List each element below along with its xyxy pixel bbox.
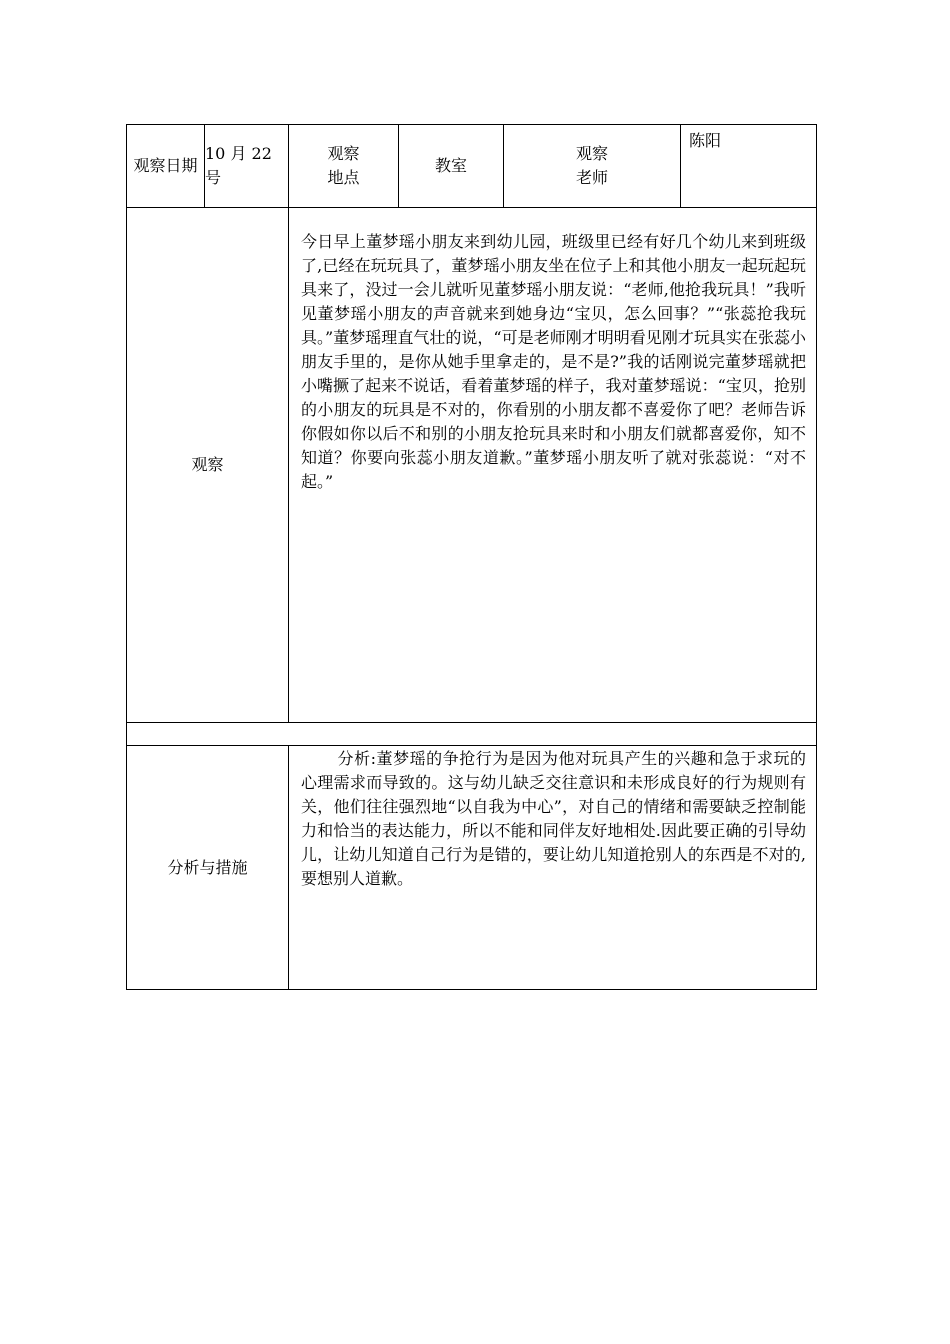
- place-label: 观察地点: [289, 125, 399, 208]
- spacer-row: [127, 723, 817, 746]
- observation-label: 观察: [127, 208, 289, 723]
- date-label: 观察日期: [127, 125, 205, 208]
- place-value: 教室: [399, 125, 504, 208]
- analysis-row: [127, 746, 817, 990]
- teacher-label: 观察老师: [504, 125, 681, 208]
- analysis-text: 分析:董梦瑶的争抢行为是因为他对玩具产生的兴趣和急于求玩的心理需求而导致的。这与幼儿缺乏交往意识和未形成良好的行为规则有关，他们往往强烈地“以自我为中心”，对自己的情绪和需要缺乏控制能力和恰当的表达能力，所以不能和同伴友好地相处.因此要正确的引导幼儿，让幼儿知道自己行为是错的，要让幼儿知道抢别人的东西是不对的,要想别人道歉。: [301, 749, 806, 888]
- analysis-cell: [289, 746, 817, 990]
- date-value: 10 月 22 号: [205, 125, 289, 208]
- analysis-label: 分析与措施: [127, 746, 289, 990]
- spacer-cell: [127, 723, 817, 746]
- observation-text: 今日早上董梦瑶小朋友来到幼儿园，班级里已经有好几个幼儿来到班级了,已经在玩玩具了，董梦瑶小朋友坐在位子上和其他小朋友一起玩起玩具来了，没过一会儿就听见董梦瑶小朋友说：“老师,他抢我玩具！”我听见董梦瑶小朋友的声音就来到她身边“宝贝，怎么回事？”“张蕊抢我玩具。”董梦瑶理直气壮的说，“可是老师刚才明明看见刚才玩具实在张蕊小朋友手里的，是你从她手里拿走的，是不是?”我的话刚说完董梦瑶就把小嘴撅了起来不说话，看着董梦瑶的样子，我对董梦瑶说：“宝贝，抢别的小朋友的玩具是不对的，你看别的小朋友都不喜爱你了吧？老师告诉你假如你以后不和别的小朋友抢玩具来时和小朋友们就都喜爱你，知不知道？你要向张蕊小朋友道歉。”董梦瑶小朋友听了就对张蕊说：“对不起。”: [289, 208, 817, 723]
- header-row: [127, 125, 817, 208]
- teacher-value: 陈阳: [681, 125, 817, 208]
- observation-row: [127, 208, 817, 723]
- observation-record-table: [126, 124, 817, 990]
